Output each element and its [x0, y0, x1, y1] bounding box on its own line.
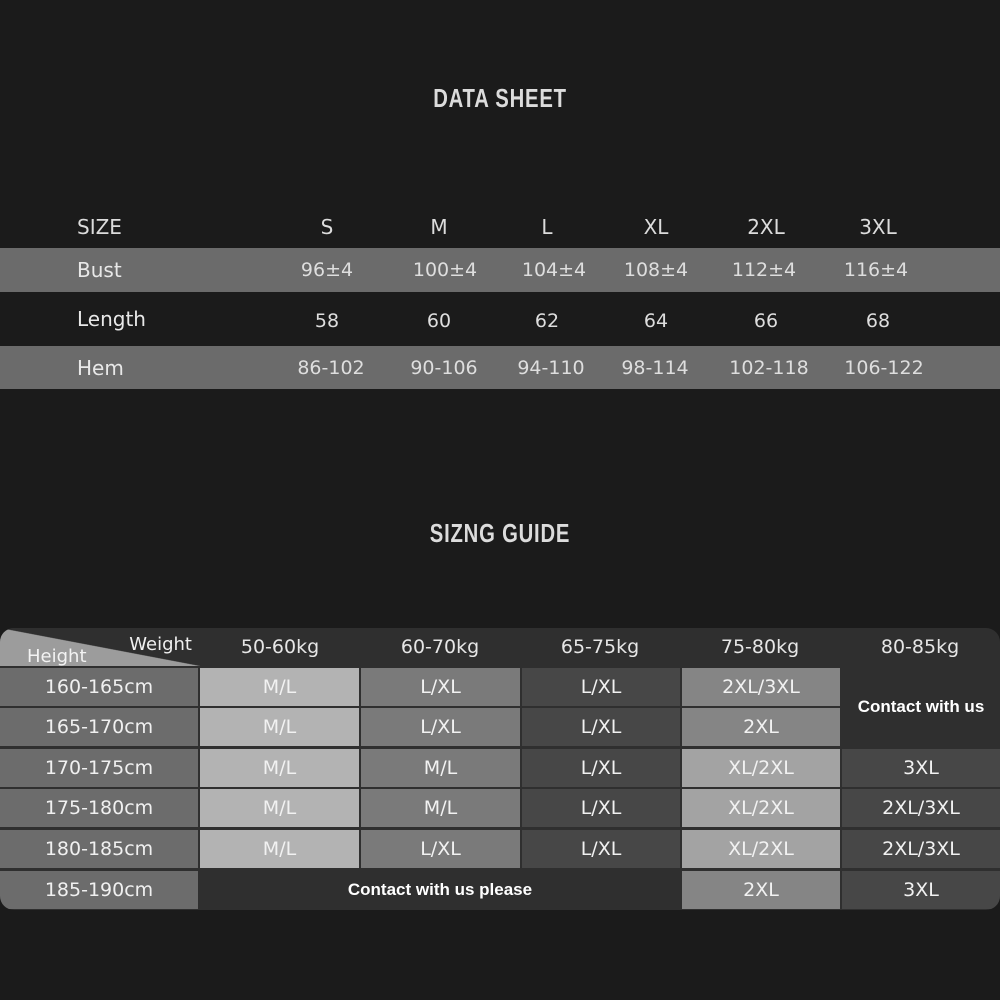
table-cell: L/XL	[361, 668, 520, 706]
height-160-165: 160-165cm	[0, 668, 198, 706]
size-xl: XL	[643, 215, 669, 239]
contact-cell-long: Contact with us please	[200, 871, 680, 909]
hem-m: 90-106	[410, 356, 478, 379]
weight-header-80-85: 80-85kg	[880, 636, 960, 658]
weight-header-50-60: 50-60kg	[240, 636, 320, 658]
length-label: Length	[77, 307, 146, 331]
hem-label: Hem	[77, 355, 124, 380]
table-cell: 2XL/3XL	[842, 789, 1000, 827]
table-cell: M/L	[200, 668, 359, 706]
weight-header-75-80: 75-80kg	[720, 636, 800, 658]
weight-label: Weight	[129, 634, 192, 655]
bust-2xl: 112±4	[731, 259, 797, 281]
table-cell: XL/2XL	[682, 830, 840, 868]
height-165-170: 165-170cm	[0, 708, 198, 746]
hem-s: 86-102	[297, 356, 365, 379]
bust-s: 96±4	[300, 259, 354, 281]
data-sheet-header-row	[0, 208, 1000, 246]
table-cell: L/XL	[522, 789, 680, 827]
corner-header	[0, 628, 200, 666]
table-cell: 2XL	[682, 708, 840, 746]
bust-xl: 108±4	[623, 259, 689, 281]
size-s: S	[320, 215, 334, 239]
height-170-175: 170-175cm	[0, 749, 198, 787]
height-185-190: 185-190cm	[0, 871, 198, 909]
table-cell: M/L	[200, 789, 359, 827]
size-2xl: 2XL	[747, 215, 785, 239]
table-cell: 3XL	[842, 871, 1000, 909]
size-header-label: SIZE	[77, 215, 122, 239]
height-175-180: 175-180cm	[0, 789, 198, 827]
table-cell: M/L	[200, 749, 359, 787]
size-3xl: 3XL	[859, 215, 897, 239]
length-xl: 64	[643, 310, 669, 332]
height-label: Height	[27, 646, 87, 667]
sizing-guide-title: SIZNG GUIDE	[429, 518, 571, 548]
size-l: L	[541, 215, 553, 239]
length-l: 62	[534, 310, 560, 332]
bust-l: 104±4	[521, 259, 587, 281]
bust-label: Bust	[77, 258, 122, 282]
weight-header-60-70: 60-70kg	[400, 636, 480, 658]
hem-xl: 98-114	[621, 356, 689, 379]
table-cell: 3XL	[842, 749, 1000, 787]
length-2xl: 66	[753, 310, 779, 332]
hem-row	[0, 346, 1000, 389]
table-cell: L/XL	[522, 749, 680, 787]
hem-l: 94-110	[517, 356, 585, 379]
length-m: 60	[426, 310, 452, 332]
contact-cell-short: Contact with us	[842, 668, 1000, 746]
hem-2xl: 102-118	[729, 356, 809, 379]
table-cell: L/XL	[522, 830, 680, 868]
height-180-185: 180-185cm	[0, 830, 198, 868]
table-cell: M/L	[200, 830, 359, 868]
table-cell: 2XL/3XL	[842, 830, 1000, 868]
data-sheet-title: DATA SHEET	[433, 83, 567, 113]
bust-row	[0, 248, 1000, 292]
table-cell: XL/2XL	[682, 749, 840, 787]
length-3xl: 68	[865, 310, 891, 332]
hem-3xl: 106-122	[844, 356, 924, 379]
table-cell: M/L	[361, 789, 520, 827]
sizing-guide-table	[0, 628, 1000, 910]
table-cell: 2XL	[682, 871, 840, 909]
table-cell: L/XL	[361, 708, 520, 746]
table-cell: XL/2XL	[682, 789, 840, 827]
length-s: 58	[314, 310, 340, 332]
length-row	[0, 296, 1000, 342]
weight-header-65-75: 65-75kg	[560, 636, 640, 658]
table-cell: M/L	[361, 749, 520, 787]
table-cell: L/XL	[522, 668, 680, 706]
table-cell: L/XL	[522, 708, 680, 746]
bust-m: 100±4	[412, 259, 478, 281]
bust-3xl: 116±4	[843, 259, 909, 281]
table-cell: L/XL	[361, 830, 520, 868]
size-m: M	[430, 215, 448, 239]
table-cell: 2XL/3XL	[682, 668, 840, 706]
table-cell: M/L	[200, 708, 359, 746]
